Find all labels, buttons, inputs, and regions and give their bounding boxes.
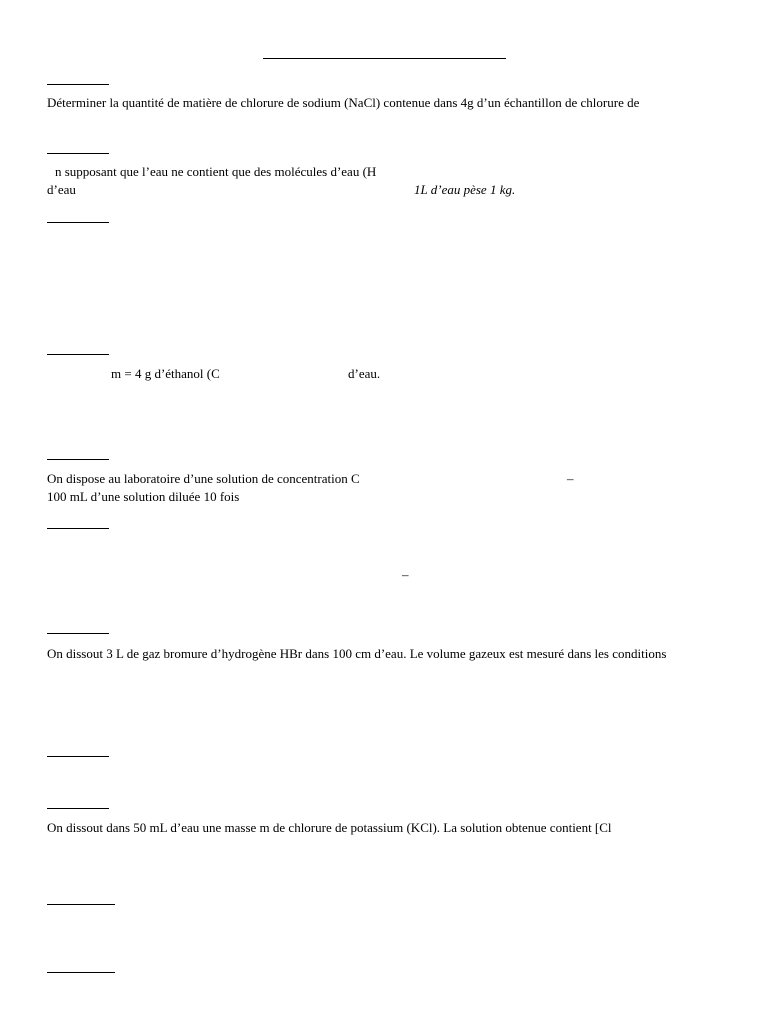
exercise-heading-rule <box>47 354 109 355</box>
exercise-9-text: On dissout dans 50 mL d’eau une masse m de chlorure de potassium (KCl). La solution obtenue contient [Cl <box>47 820 612 835</box>
exercise-heading-rule <box>47 633 109 634</box>
exercise-6-dash: – <box>402 567 409 582</box>
exercise-2-text-line2: d’eau <box>47 182 76 197</box>
exercise-5-text-line1: On dispose au laboratoire d’une solution de concentration C <box>47 471 360 486</box>
exercise-1-text: Déterminer la quantité de matière de chlorure de sodium (NaCl) contenue dans 4g d’un échantillon de chlorure de <box>47 95 640 110</box>
exercise-2-text-line1: n supposant que l’eau ne contient que des molécules d’eau (H <box>55 164 377 179</box>
exercise-4-text-part-a: m = 4 g d’éthanol (C <box>111 366 220 381</box>
exercise-heading-rule <box>47 756 109 757</box>
exercise-2-hint: 1L d’eau pèse 1 kg. <box>414 182 516 197</box>
exercise-7-text: On dissout 3 L de gaz bromure d’hydrogène HBr dans 100 cm d’eau. Le volume gazeux est mesuré dans les conditions <box>47 646 667 661</box>
exercise-heading-rule <box>47 153 109 154</box>
exercise-5-dash: – <box>567 471 574 486</box>
exercise-5-text-line2: 100 mL d’une solution diluée 10 fois <box>47 489 240 504</box>
exercise-heading-rule <box>47 972 115 973</box>
exercise-heading-rule <box>47 222 109 223</box>
exercise-4-text-part-b: d’eau. <box>348 366 381 381</box>
exercise-heading-rule <box>47 528 109 529</box>
exercise-heading-rule <box>47 904 115 905</box>
exercise-heading-rule <box>47 84 109 85</box>
exercise-heading-rule <box>47 459 109 460</box>
exercise-heading-rule <box>47 808 109 809</box>
title-underline <box>263 58 506 59</box>
